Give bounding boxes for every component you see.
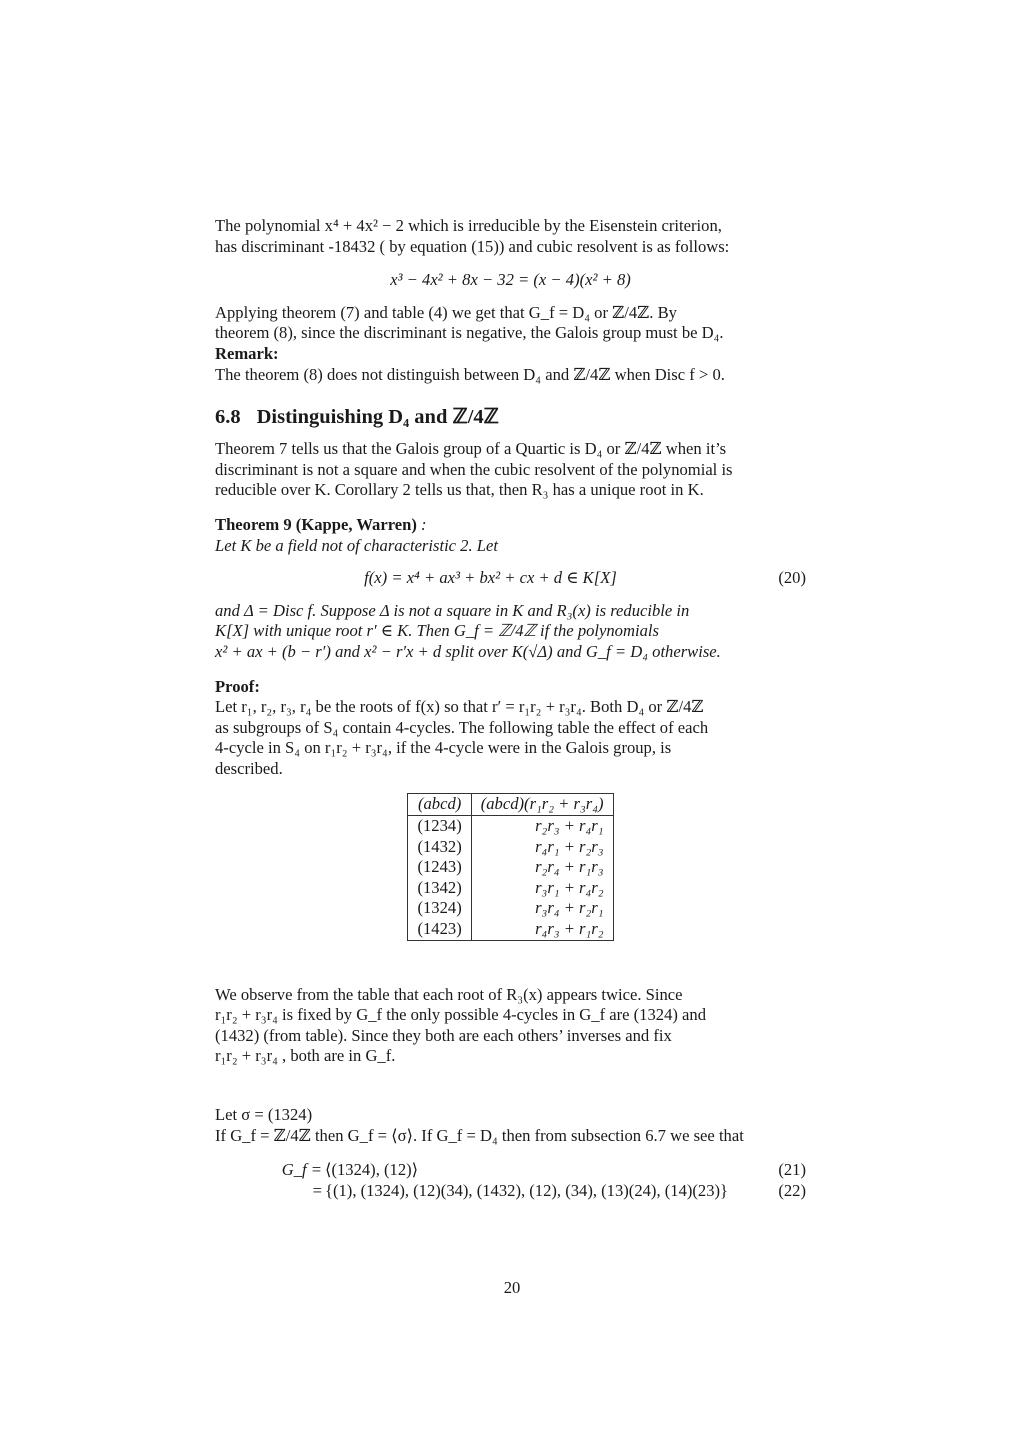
table-cell-cycle: (1342) xyxy=(408,878,471,899)
theorem-line-3: K[X] with unique root r′ ∈ K. Then G_f = ℤ/4ℤ if the polynomials xyxy=(215,621,659,641)
theorem-label: Theorem 9 (Kappe, Warren) xyxy=(215,514,417,534)
intro-paragraph xyxy=(215,216,806,257)
spacer xyxy=(215,1067,806,1105)
proof-line-3: 4-cycle in S₄ on r₁r₂ + r₃r₄, if the 4-cycle were in the Galois group, is xyxy=(215,738,672,758)
table-cell-cycle: (1243) xyxy=(408,857,471,878)
table-cell-effect: r₃r₄ + r₂r₁ xyxy=(471,898,613,919)
aligned-number: (22) xyxy=(778,1181,806,1201)
proof-line-2: as subgroups of S₄ contain 4-cycles. The following table the effect of each xyxy=(215,717,709,737)
table-cell-effect: r₄r₃ + r₁r₂ xyxy=(471,919,613,940)
sigma-line-2: If G_f = ℤ/4ℤ then G_f = ⟨σ⟩. If G_f = D₄ then from subsection 6.7 we see that xyxy=(215,1125,744,1145)
apply-line-2: theorem (8), since the discriminant is negative, the Galois group must be D₄. xyxy=(215,323,724,343)
section-title: Distinguishing D₄ and ℤ/4ℤ xyxy=(256,406,499,429)
section-heading xyxy=(215,405,806,429)
table-row xyxy=(408,857,613,878)
table-header-row xyxy=(408,794,613,816)
table-header-effect: (abcd)(r₁r₂ + r₃r₄) xyxy=(471,794,613,816)
section-line-2: discriminant is not a square and when the cubic resolvent of the polynomial is xyxy=(215,459,733,479)
remark-label: Remark: xyxy=(215,343,279,363)
proof-line-1: Let r₁, r₂, r₃, r₄ be the roots of f(x) so that r′ = r₁r₂ + r₃r₄. Both D₄ or ℤ/4ℤ xyxy=(215,697,704,717)
section-line-3: reducible over K. Corollary 2 tells us that, then R₃ has a unique root in K. xyxy=(215,480,704,500)
intro-line-1: The polynomial x⁴ + 4x² − 2 which is irreducible by the Eisenstein criterion, xyxy=(215,216,722,235)
apply-paragraph xyxy=(215,303,806,385)
intro-line-2: has discriminant -18432 ( by equation (15)) and cubic resolvent is as follows: xyxy=(215,236,730,256)
proof-line-4: described. xyxy=(215,758,283,778)
aligned-equation-row xyxy=(215,1181,806,1202)
page-content xyxy=(215,216,806,1202)
table-cell-cycle: (1432) xyxy=(408,837,471,858)
section-line-1: Theorem 7 tells us that the Galois group of a Quartic is D₄ or ℤ/4ℤ when it’s xyxy=(215,439,727,459)
remark-text: The theorem (8) does not distinguish between D₄ and ℤ/4ℤ when Disc f > 0. xyxy=(215,364,725,384)
table-cell-cycle: (1423) xyxy=(408,919,471,940)
aligned-lhs: = xyxy=(312,1181,322,1201)
theorem-line-2: and Δ = Disc f. Suppose Δ is not a square in K and R₃(x) is reducible in xyxy=(215,600,690,620)
observe-line-4: r₁r₂ + r₃r₄ , both are in G_f. xyxy=(215,1046,396,1066)
theorem-block xyxy=(215,515,806,663)
theorem-equation-body: f(x) = x⁴ + ax³ + bx² + cx + d ∈ K[X] xyxy=(364,568,617,588)
table-row xyxy=(408,898,613,919)
sigma-line-1: Let σ = (1324) xyxy=(215,1105,313,1124)
section-paragraph xyxy=(215,439,806,501)
section-number: 6.8 xyxy=(215,406,241,429)
spacer xyxy=(215,941,806,985)
sigma-paragraph xyxy=(215,1105,806,1146)
table-header-cycle: (abcd) xyxy=(408,794,471,816)
table-cell-cycle: (1324) xyxy=(408,898,471,919)
aligned-lhs: G_f = xyxy=(281,1160,322,1180)
table-cell-effect: r₂r₃ + r₄r₁ xyxy=(471,816,613,837)
table-cell-effect: r₃r₁ + r₄r₂ xyxy=(471,878,613,899)
aligned-equations xyxy=(215,1160,806,1202)
theorem-line-4: x² + ax + (b − r′) and x² − r′x + d split over K(√Δ) and G_f = D₄ otherwise. xyxy=(215,641,721,661)
page-number: 20 xyxy=(503,1278,521,1297)
theorem-equation xyxy=(215,568,806,589)
theorem-colon: : xyxy=(416,514,427,534)
observe-line-2: r₁r₂ + r₃r₄ is fixed by G_f the only possible 4-cycles in G_f are (1324) and xyxy=(215,1005,707,1025)
observe-line-3: (1432) (from table). Since they both are each others’ inverses and fix xyxy=(215,1025,672,1045)
apply-line-1: Applying theorem (7) and table (4) we get that G_f = D₄ or ℤ/4ℤ. By xyxy=(215,302,677,322)
table-row xyxy=(408,816,613,837)
cubic-resolvent-equation: x³ − 4x² + 8x − 32 = (x − 4)(x² + 8) xyxy=(390,270,631,290)
aligned-equation-row xyxy=(215,1160,806,1181)
table-row xyxy=(408,878,613,899)
proof-label: Proof: xyxy=(215,676,260,696)
cycle-table xyxy=(407,793,613,940)
table-row xyxy=(408,837,613,858)
observe-paragraph xyxy=(215,985,806,1067)
table-cell-cycle: (1234) xyxy=(408,816,471,837)
aligned-rhs: ⟨(1324), (12)⟩ xyxy=(325,1160,419,1180)
proof-block xyxy=(215,677,806,780)
table-cell-effect: r₄r₁ + r₂r₃ xyxy=(471,837,613,858)
table-cell-effect: r₂r₄ + r₁r₃ xyxy=(471,857,613,878)
table-row xyxy=(408,919,613,940)
aligned-number: (21) xyxy=(778,1160,806,1180)
aligned-rhs: {(1), (1324), (12)(34), (1432), (12), (34), (13)(24), (14)(23)} xyxy=(325,1181,728,1201)
theorem-line-1: Let K be a field not of characteristic 2. Let xyxy=(215,535,498,555)
theorem-equation-number: (20) xyxy=(778,568,806,588)
observe-line-1: We observe from the table that each root of R₃(x) appears twice. Since xyxy=(215,984,683,1004)
